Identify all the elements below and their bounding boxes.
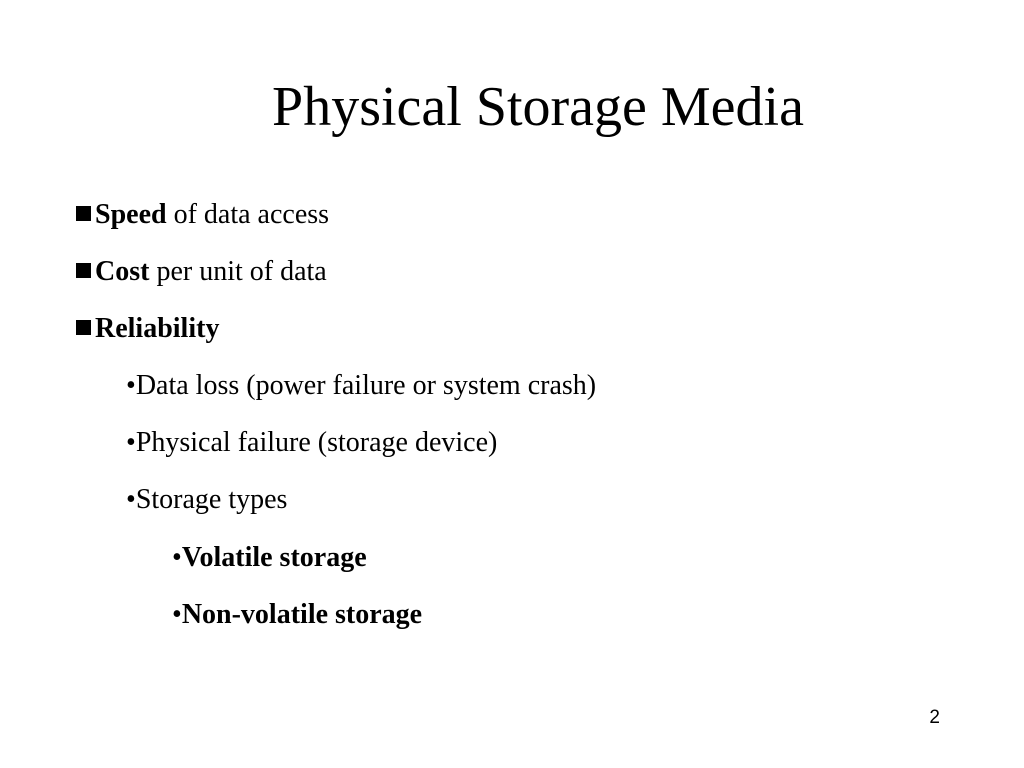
bullet-bold-text: Cost bbox=[95, 256, 150, 287]
bullet-item-data-loss bbox=[126, 369, 596, 403]
slide-title: Physical Storage Media bbox=[272, 76, 804, 138]
bullet-item-cost bbox=[76, 255, 327, 289]
bullet-text: Data loss (power failure or system crash) bbox=[135, 370, 597, 401]
bullet-bold-text: Speed bbox=[95, 199, 167, 230]
square-bullet-icon bbox=[76, 320, 91, 335]
bullet-item-physical-failure bbox=[126, 426, 497, 460]
square-bullet-icon bbox=[76, 206, 91, 221]
bullet-text: Storage types bbox=[135, 484, 288, 515]
bullet-bold-text: Reliability bbox=[95, 313, 220, 344]
dot-bullet-icon: • bbox=[172, 599, 182, 630]
dot-bullet-icon: • bbox=[126, 370, 136, 401]
page-number: 2 bbox=[929, 707, 940, 728]
bullet-bold-text: Non-volatile storage bbox=[181, 599, 423, 630]
dot-bullet-icon: • bbox=[172, 542, 182, 573]
bullet-item-storage-types bbox=[126, 483, 287, 517]
bullet-bold-text: Volatile storage bbox=[181, 542, 367, 573]
bullet-item-non-volatile-storage bbox=[172, 598, 422, 632]
bullet-item-reliability bbox=[76, 312, 219, 346]
bullet-text: of data access bbox=[166, 199, 330, 230]
bullet-item-speed bbox=[76, 198, 329, 232]
dot-bullet-icon: • bbox=[126, 484, 136, 515]
square-bullet-icon bbox=[76, 263, 91, 278]
bullet-text: Physical failure (storage device) bbox=[135, 427, 498, 458]
dot-bullet-icon: • bbox=[126, 427, 136, 458]
bullet-item-volatile-storage bbox=[172, 541, 367, 575]
bullet-text: per unit of data bbox=[149, 256, 327, 287]
